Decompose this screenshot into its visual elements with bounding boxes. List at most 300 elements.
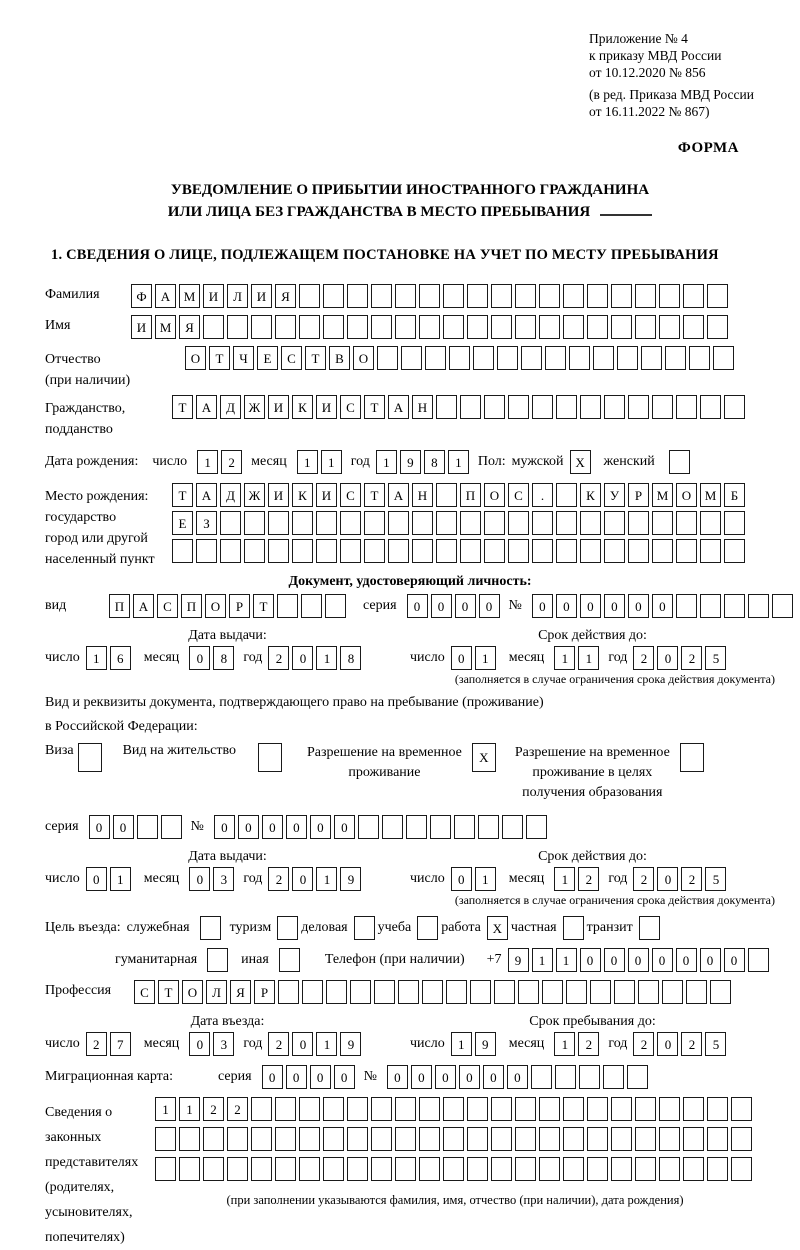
profession-cell-25[interactable]: [710, 980, 731, 1004]
patronymic-cell-3[interactable]: Ч: [233, 346, 254, 370]
phone-cell-9[interactable]: 0: [700, 948, 721, 972]
profession-cell-21[interactable]: [614, 980, 635, 1004]
birth-place-3-cell-1[interactable]: [172, 539, 193, 563]
birth-place-3-cell-15[interactable]: [508, 539, 529, 563]
doc-number-cell-7[interactable]: [676, 594, 697, 618]
profession-cell-14[interactable]: [446, 980, 467, 1004]
purpose-work-check-checkbox-cell[interactable]: X: [487, 916, 508, 940]
profession-cell-8[interactable]: [302, 980, 323, 1004]
entry-year-cell-4[interactable]: 9: [340, 1032, 361, 1056]
birth-place-2-cell-14[interactable]: [484, 511, 505, 535]
citizenship-cell-15[interactable]: [508, 395, 529, 419]
patronymic-cell-2[interactable]: Т: [209, 346, 230, 370]
surname-cell-8[interactable]: [299, 284, 320, 308]
stay-month-cell-1[interactable]: 1: [554, 1032, 575, 1056]
res-number-cell-9[interactable]: [406, 815, 427, 839]
rep-row-3-cell-7[interactable]: [299, 1157, 320, 1181]
rep-row-1-cell-23[interactable]: [683, 1097, 704, 1121]
surname-cell-6[interactable]: И: [251, 284, 272, 308]
doc-series-cell-2[interactable]: 0: [431, 594, 452, 618]
given-name-cell-8[interactable]: [299, 315, 320, 339]
entry-year-cell-3[interactable]: 1: [316, 1032, 337, 1056]
rep-row-1-cell-25[interactable]: [731, 1097, 752, 1121]
phone-cell-7[interactable]: 0: [652, 948, 673, 972]
profession-cell-18[interactable]: [542, 980, 563, 1004]
res-valid-day-cell-1[interactable]: 0: [451, 867, 472, 891]
purpose-tourism-check-checkbox-cell[interactable]: [277, 916, 298, 940]
rep-row-3-cell-18[interactable]: [563, 1157, 584, 1181]
birth-year-cell-1[interactable]: 1: [376, 450, 397, 474]
profession-cell-9[interactable]: [326, 980, 347, 1004]
phone-cell-4[interactable]: 0: [580, 948, 601, 972]
citizenship-cell-4[interactable]: Ж: [244, 395, 265, 419]
birth-place-1-cell-19[interactable]: У: [604, 483, 625, 507]
birth-place-2-cell-6[interactable]: [292, 511, 313, 535]
patronymic-cell-22[interactable]: [689, 346, 710, 370]
rep-row-1-cell-24[interactable]: [707, 1097, 728, 1121]
patronymic-cell-7[interactable]: В: [329, 346, 350, 370]
birth-place-2-cell-19[interactable]: [604, 511, 625, 535]
doc-type-cell-7[interactable]: Т: [253, 594, 274, 618]
purpose-transit-check-checkbox-cell[interactable]: [639, 916, 660, 940]
given-name-cell-23[interactable]: [659, 315, 680, 339]
res-number-cell-7[interactable]: [358, 815, 379, 839]
given-name-cell-11[interactable]: [371, 315, 392, 339]
res-number-cell-8[interactable]: [382, 815, 403, 839]
birth-place-1-cell-5[interactable]: И: [268, 483, 289, 507]
surname-cell-14[interactable]: [443, 284, 464, 308]
res-number-cell-1[interactable]: 0: [214, 815, 235, 839]
res-number-cell-10[interactable]: [430, 815, 451, 839]
patronymic-cell-16[interactable]: [545, 346, 566, 370]
rep-row-3-cell-22[interactable]: [659, 1157, 680, 1181]
res-valid-year-cell-2[interactable]: 0: [657, 867, 678, 891]
doc-type-cell-4[interactable]: П: [181, 594, 202, 618]
stay-year-cell-1[interactable]: 2: [633, 1032, 654, 1056]
profession-cell-5[interactable]: Я: [230, 980, 251, 1004]
surname-cell-3[interactable]: М: [179, 284, 200, 308]
doc-type-cell-2[interactable]: А: [133, 594, 154, 618]
birth-place-3-cell-18[interactable]: [580, 539, 601, 563]
given-name-cell-14[interactable]: [443, 315, 464, 339]
temp-residence-check-checkbox-cell[interactable]: X: [472, 743, 496, 772]
phone-cell-3[interactable]: 1: [556, 948, 577, 972]
res-valid-year-cell-3[interactable]: 2: [681, 867, 702, 891]
rep-row-2-cell-7[interactable]: [299, 1127, 320, 1151]
surname-cell-13[interactable]: [419, 284, 440, 308]
patronymic-cell-6[interactable]: Т: [305, 346, 326, 370]
rep-row-1-cell-12[interactable]: [419, 1097, 440, 1121]
citizenship-cell-5[interactable]: И: [268, 395, 289, 419]
mig-number-cell-5[interactable]: 0: [483, 1065, 504, 1089]
rep-row-3-cell-24[interactable]: [707, 1157, 728, 1181]
birth-place-2-cell-4[interactable]: [244, 511, 265, 535]
doc-type-cell-9[interactable]: [301, 594, 322, 618]
rep-row-1-cell-16[interactable]: [515, 1097, 536, 1121]
stay-day-cell-1[interactable]: 1: [451, 1032, 472, 1056]
birth-place-2-cell-21[interactable]: [652, 511, 673, 535]
rep-row-1-cell-17[interactable]: [539, 1097, 560, 1121]
mig-series-cell-2[interactable]: 0: [286, 1065, 307, 1089]
citizenship-cell-16[interactable]: [532, 395, 553, 419]
birth-place-3-cell-24[interactable]: [724, 539, 745, 563]
profession-cell-2[interactable]: Т: [158, 980, 179, 1004]
mig-number-cell-4[interactable]: 0: [459, 1065, 480, 1089]
given-name-cell-9[interactable]: [323, 315, 344, 339]
patronymic-cell-4[interactable]: Е: [257, 346, 278, 370]
patronymic-cell-14[interactable]: [497, 346, 518, 370]
rep-row-2-cell-25[interactable]: [731, 1127, 752, 1151]
rep-row-3-cell-19[interactable]: [587, 1157, 608, 1181]
birth-place-1-cell-24[interactable]: Б: [724, 483, 745, 507]
rep-row-1-cell-19[interactable]: [587, 1097, 608, 1121]
rep-row-3-cell-16[interactable]: [515, 1157, 536, 1181]
doc-issue-year-cell-4[interactable]: 8: [340, 646, 361, 670]
phone-cell-8[interactable]: 0: [676, 948, 697, 972]
phone-cell-2[interactable]: 1: [532, 948, 553, 972]
patronymic-cell-8[interactable]: О: [353, 346, 374, 370]
birth-month-cell-1[interactable]: 1: [297, 450, 318, 474]
doc-number-cell-3[interactable]: 0: [580, 594, 601, 618]
citizenship-cell-18[interactable]: [580, 395, 601, 419]
birth-place-1-cell-3[interactable]: Д: [220, 483, 241, 507]
res-issue-day-cell-1[interactable]: 0: [86, 867, 107, 891]
birth-place-3-cell-21[interactable]: [652, 539, 673, 563]
given-name-cell-15[interactable]: [467, 315, 488, 339]
patronymic-cell-20[interactable]: [641, 346, 662, 370]
phone-cell-11[interactable]: [748, 948, 769, 972]
purpose-private-check-checkbox-cell[interactable]: [563, 916, 584, 940]
rep-row-1-cell-20[interactable]: [611, 1097, 632, 1121]
rep-row-1-cell-6[interactable]: [275, 1097, 296, 1121]
rep-row-3-cell-10[interactable]: [371, 1157, 392, 1181]
res-valid-day-cell-2[interactable]: 1: [475, 867, 496, 891]
sex-female-checkbox-cell[interactable]: [669, 450, 690, 474]
rep-row-3-cell-8[interactable]: [323, 1157, 344, 1181]
rep-row-1-cell-8[interactable]: [323, 1097, 344, 1121]
res-number-cell-4[interactable]: 0: [286, 815, 307, 839]
doc-valid-month-cell-2[interactable]: 1: [578, 646, 599, 670]
profession-cell-16[interactable]: [494, 980, 515, 1004]
doc-number-cell-5[interactable]: 0: [628, 594, 649, 618]
patronymic-cell-21[interactable]: [665, 346, 686, 370]
birth-place-3-cell-7[interactable]: [316, 539, 337, 563]
rep-row-3-cell-23[interactable]: [683, 1157, 704, 1181]
res-number-cell-14[interactable]: [526, 815, 547, 839]
birth-place-1-cell-7[interactable]: И: [316, 483, 337, 507]
birth-place-1-cell-20[interactable]: Р: [628, 483, 649, 507]
birth-place-1-cell-9[interactable]: Т: [364, 483, 385, 507]
mig-series-cell-1[interactable]: 0: [262, 1065, 283, 1089]
surname-cell-15[interactable]: [467, 284, 488, 308]
phone-cell-1[interactable]: 9: [508, 948, 529, 972]
birth-place-1-cell-17[interactable]: [556, 483, 577, 507]
rep-row-1-cell-18[interactable]: [563, 1097, 584, 1121]
stay-year-cell-3[interactable]: 2: [681, 1032, 702, 1056]
birth-place-1-cell-12[interactable]: [436, 483, 457, 507]
patronymic-cell-11[interactable]: [425, 346, 446, 370]
temp-residence-edu-check-checkbox-cell[interactable]: [680, 743, 704, 772]
citizenship-cell-7[interactable]: И: [316, 395, 337, 419]
doc-number-cell-4[interactable]: 0: [604, 594, 625, 618]
res-series-cell-4[interactable]: [161, 815, 182, 839]
given-name-cell-13[interactable]: [419, 315, 440, 339]
given-name-cell-1[interactable]: И: [131, 315, 152, 339]
doc-number-cell-1[interactable]: 0: [532, 594, 553, 618]
patronymic-cell-19[interactable]: [617, 346, 638, 370]
birth-year-cell-2[interactable]: 9: [400, 450, 421, 474]
birth-place-2-cell-1[interactable]: Е: [172, 511, 193, 535]
doc-number-cell-11[interactable]: [772, 594, 793, 618]
res-series-cell-2[interactable]: 0: [113, 815, 134, 839]
surname-cell-24[interactable]: [683, 284, 704, 308]
doc-type-cell-3[interactable]: С: [157, 594, 178, 618]
mig-number-cell-10[interactable]: [603, 1065, 624, 1089]
rep-row-3-cell-11[interactable]: [395, 1157, 416, 1181]
birth-place-1-cell-21[interactable]: М: [652, 483, 673, 507]
surname-cell-5[interactable]: Л: [227, 284, 248, 308]
rep-row-2-cell-5[interactable]: [251, 1127, 272, 1151]
rep-row-2-cell-24[interactable]: [707, 1127, 728, 1151]
birth-place-3-cell-2[interactable]: [196, 539, 217, 563]
rep-row-2-cell-1[interactable]: [155, 1127, 176, 1151]
res-issue-year-cell-2[interactable]: 0: [292, 867, 313, 891]
rep-row-2-cell-14[interactable]: [467, 1127, 488, 1151]
surname-cell-4[interactable]: И: [203, 284, 224, 308]
given-name-cell-2[interactable]: М: [155, 315, 176, 339]
doc-issue-month-cell-1[interactable]: 0: [189, 646, 210, 670]
patronymic-cell-23[interactable]: [713, 346, 734, 370]
rep-row-2-cell-4[interactable]: [227, 1127, 248, 1151]
birth-place-3-cell-12[interactable]: [436, 539, 457, 563]
rep-row-3-cell-9[interactable]: [347, 1157, 368, 1181]
res-number-cell-3[interactable]: 0: [262, 815, 283, 839]
rep-row-2-cell-21[interactable]: [635, 1127, 656, 1151]
surname-cell-11[interactable]: [371, 284, 392, 308]
surname-cell-23[interactable]: [659, 284, 680, 308]
res-number-cell-11[interactable]: [454, 815, 475, 839]
birth-place-3-cell-11[interactable]: [412, 539, 433, 563]
profession-cell-15[interactable]: [470, 980, 491, 1004]
rep-row-3-cell-2[interactable]: [179, 1157, 200, 1181]
profession-cell-23[interactable]: [662, 980, 683, 1004]
doc-valid-day-cell-1[interactable]: 0: [451, 646, 472, 670]
mig-number-cell-7[interactable]: [531, 1065, 552, 1089]
doc-issue-month-cell-2[interactable]: 8: [213, 646, 234, 670]
rep-row-1-cell-11[interactable]: [395, 1097, 416, 1121]
profession-cell-20[interactable]: [590, 980, 611, 1004]
res-series-cell-1[interactable]: 0: [89, 815, 110, 839]
entry-month-cell-2[interactable]: 3: [213, 1032, 234, 1056]
birth-place-3-cell-23[interactable]: [700, 539, 721, 563]
profession-cell-6[interactable]: Р: [254, 980, 275, 1004]
rep-row-3-cell-6[interactable]: [275, 1157, 296, 1181]
given-name-cell-3[interactable]: Я: [179, 315, 200, 339]
birth-place-3-cell-3[interactable]: [220, 539, 241, 563]
given-name-cell-16[interactable]: [491, 315, 512, 339]
birth-place-3-cell-4[interactable]: [244, 539, 265, 563]
given-name-cell-21[interactable]: [611, 315, 632, 339]
rep-row-3-cell-21[interactable]: [635, 1157, 656, 1181]
doc-valid-year-cell-1[interactable]: 2: [633, 646, 654, 670]
birth-place-1-cell-10[interactable]: А: [388, 483, 409, 507]
purpose-humanitarian-check-checkbox-cell[interactable]: [207, 948, 228, 972]
birth-place-2-cell-17[interactable]: [556, 511, 577, 535]
rep-row-2-cell-11[interactable]: [395, 1127, 416, 1151]
doc-number-cell-10[interactable]: [748, 594, 769, 618]
purpose-other-check-checkbox-cell[interactable]: [279, 948, 300, 972]
profession-cell-1[interactable]: С: [134, 980, 155, 1004]
patronymic-cell-17[interactable]: [569, 346, 590, 370]
doc-type-cell-8[interactable]: [277, 594, 298, 618]
res-number-cell-6[interactable]: 0: [334, 815, 355, 839]
citizenship-cell-10[interactable]: А: [388, 395, 409, 419]
res-valid-month-cell-2[interactable]: 2: [578, 867, 599, 891]
doc-valid-year-cell-4[interactable]: 5: [705, 646, 726, 670]
rep-row-3-cell-12[interactable]: [419, 1157, 440, 1181]
rep-row-1-cell-13[interactable]: [443, 1097, 464, 1121]
rep-row-2-cell-3[interactable]: [203, 1127, 224, 1151]
citizenship-cell-12[interactable]: [436, 395, 457, 419]
rep-row-2-cell-17[interactable]: [539, 1127, 560, 1151]
entry-day-cell-1[interactable]: 2: [86, 1032, 107, 1056]
patronymic-cell-18[interactable]: [593, 346, 614, 370]
phone-cell-10[interactable]: 0: [724, 948, 745, 972]
mig-number-cell-6[interactable]: 0: [507, 1065, 528, 1089]
birth-place-1-cell-14[interactable]: О: [484, 483, 505, 507]
phone-cell-5[interactable]: 0: [604, 948, 625, 972]
patronymic-cell-1[interactable]: О: [185, 346, 206, 370]
birth-place-3-cell-6[interactable]: [292, 539, 313, 563]
sex-male-checkbox-cell[interactable]: X: [570, 450, 591, 474]
doc-type-cell-6[interactable]: Р: [229, 594, 250, 618]
birth-place-1-cell-15[interactable]: С: [508, 483, 529, 507]
birth-place-2-cell-22[interactable]: [676, 511, 697, 535]
birth-month-cell-2[interactable]: 1: [321, 450, 342, 474]
birth-place-3-cell-8[interactable]: [340, 539, 361, 563]
profession-cell-7[interactable]: [278, 980, 299, 1004]
rep-row-3-cell-20[interactable]: [611, 1157, 632, 1181]
doc-issue-year-cell-1[interactable]: 2: [268, 646, 289, 670]
res-issue-year-cell-1[interactable]: 2: [268, 867, 289, 891]
birth-place-3-cell-9[interactable]: [364, 539, 385, 563]
doc-valid-year-cell-3[interactable]: 2: [681, 646, 702, 670]
birth-place-2-cell-5[interactable]: [268, 511, 289, 535]
citizenship-cell-20[interactable]: [628, 395, 649, 419]
citizenship-cell-1[interactable]: Т: [172, 395, 193, 419]
res-number-cell-13[interactable]: [502, 815, 523, 839]
res-issue-month-cell-2[interactable]: 3: [213, 867, 234, 891]
citizenship-cell-2[interactable]: А: [196, 395, 217, 419]
given-name-cell-19[interactable]: [563, 315, 584, 339]
surname-cell-10[interactable]: [347, 284, 368, 308]
patronymic-cell-13[interactable]: [473, 346, 494, 370]
mig-number-cell-11[interactable]: [627, 1065, 648, 1089]
rep-row-2-cell-20[interactable]: [611, 1127, 632, 1151]
citizenship-cell-24[interactable]: [724, 395, 745, 419]
profession-cell-19[interactable]: [566, 980, 587, 1004]
birth-place-3-cell-22[interactable]: [676, 539, 697, 563]
birth-place-3-cell-16[interactable]: [532, 539, 553, 563]
given-name-cell-18[interactable]: [539, 315, 560, 339]
rep-row-2-cell-22[interactable]: [659, 1127, 680, 1151]
rep-row-1-cell-21[interactable]: [635, 1097, 656, 1121]
citizenship-cell-21[interactable]: [652, 395, 673, 419]
citizenship-cell-22[interactable]: [676, 395, 697, 419]
doc-valid-year-cell-2[interactable]: 0: [657, 646, 678, 670]
birth-place-1-cell-6[interactable]: К: [292, 483, 313, 507]
birth-place-2-cell-12[interactable]: [436, 511, 457, 535]
stay-day-cell-2[interactable]: 9: [475, 1032, 496, 1056]
rep-row-2-cell-23[interactable]: [683, 1127, 704, 1151]
birth-place-2-cell-15[interactable]: [508, 511, 529, 535]
doc-series-cell-4[interactable]: 0: [479, 594, 500, 618]
birth-place-1-cell-18[interactable]: К: [580, 483, 601, 507]
citizenship-cell-19[interactable]: [604, 395, 625, 419]
birth-place-2-cell-2[interactable]: З: [196, 511, 217, 535]
given-name-cell-24[interactable]: [683, 315, 704, 339]
birth-place-3-cell-14[interactable]: [484, 539, 505, 563]
purpose-official-check-checkbox-cell[interactable]: [200, 916, 221, 940]
rep-row-2-cell-16[interactable]: [515, 1127, 536, 1151]
profession-cell-11[interactable]: [374, 980, 395, 1004]
birth-place-1-cell-4[interactable]: Ж: [244, 483, 265, 507]
birth-place-3-cell-13[interactable]: [460, 539, 481, 563]
given-name-cell-6[interactable]: [251, 315, 272, 339]
rep-row-1-cell-3[interactable]: 2: [203, 1097, 224, 1121]
birth-place-1-cell-2[interactable]: А: [196, 483, 217, 507]
patronymic-cell-15[interactable]: [521, 346, 542, 370]
rep-row-3-cell-14[interactable]: [467, 1157, 488, 1181]
res-valid-month-cell-1[interactable]: 1: [554, 867, 575, 891]
entry-year-cell-2[interactable]: 0: [292, 1032, 313, 1056]
given-name-cell-7[interactable]: [275, 315, 296, 339]
doc-type-cell-5[interactable]: О: [205, 594, 226, 618]
res-valid-year-cell-4[interactable]: 5: [705, 867, 726, 891]
birth-place-2-cell-20[interactable]: [628, 511, 649, 535]
doc-valid-month-cell-1[interactable]: 1: [554, 646, 575, 670]
rep-row-1-cell-1[interactable]: 1: [155, 1097, 176, 1121]
profession-cell-3[interactable]: О: [182, 980, 203, 1004]
doc-type-cell-10[interactable]: [325, 594, 346, 618]
surname-cell-18[interactable]: [539, 284, 560, 308]
res-series-cell-3[interactable]: [137, 815, 158, 839]
rep-row-1-cell-10[interactable]: [371, 1097, 392, 1121]
profession-cell-12[interactable]: [398, 980, 419, 1004]
doc-number-cell-8[interactable]: [700, 594, 721, 618]
rep-row-1-cell-15[interactable]: [491, 1097, 512, 1121]
entry-month-cell-1[interactable]: 0: [189, 1032, 210, 1056]
rep-row-3-cell-3[interactable]: [203, 1157, 224, 1181]
rep-row-2-cell-8[interactable]: [323, 1127, 344, 1151]
entry-year-cell-1[interactable]: 2: [268, 1032, 289, 1056]
rep-row-1-cell-9[interactable]: [347, 1097, 368, 1121]
rep-row-3-cell-1[interactable]: [155, 1157, 176, 1181]
birth-place-3-cell-19[interactable]: [604, 539, 625, 563]
birth-place-2-cell-18[interactable]: [580, 511, 601, 535]
purpose-study-check-checkbox-cell[interactable]: [417, 916, 438, 940]
surname-cell-17[interactable]: [515, 284, 536, 308]
birth-place-3-cell-20[interactable]: [628, 539, 649, 563]
rep-row-3-cell-25[interactable]: [731, 1157, 752, 1181]
rep-row-2-cell-12[interactable]: [419, 1127, 440, 1151]
rep-row-2-cell-10[interactable]: [371, 1127, 392, 1151]
birth-place-2-cell-7[interactable]: [316, 511, 337, 535]
rep-row-1-cell-2[interactable]: 1: [179, 1097, 200, 1121]
rep-row-1-cell-22[interactable]: [659, 1097, 680, 1121]
profession-cell-22[interactable]: [638, 980, 659, 1004]
mig-series-cell-4[interactable]: 0: [334, 1065, 355, 1089]
